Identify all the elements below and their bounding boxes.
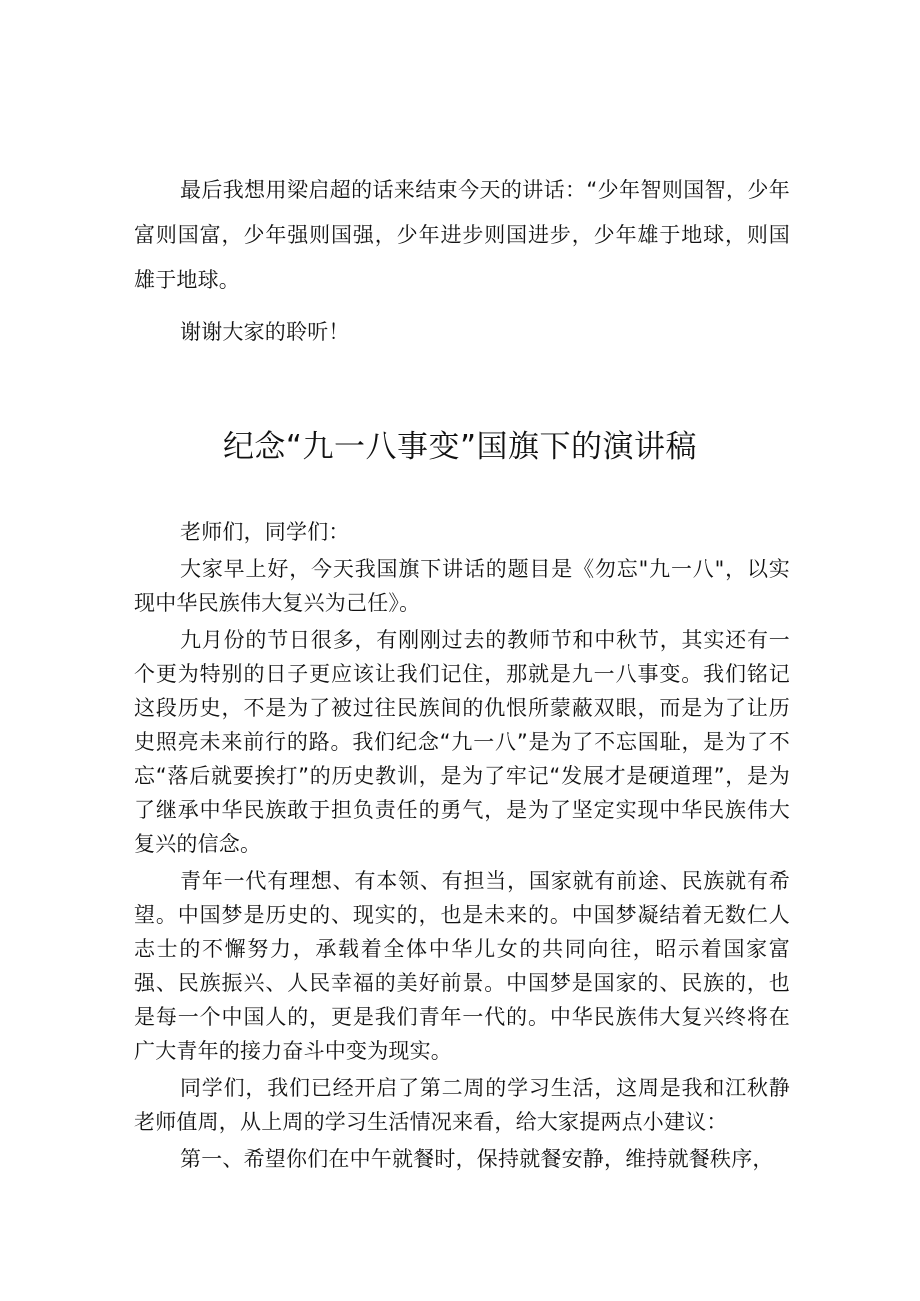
suggestion-intro-paragraph: 同学们，我们已经开启了第二周的学习生活，这周是我和江秋静老师值周，从上周的学习生活情况来看，给大家提两点小建议： xyxy=(134,1076,790,1134)
topic-paragraph: 大家早上好，今天我国旗下讲话的题目是《勿忘"九一八"，以实现中华民族伟大复兴为己任》。 xyxy=(134,557,790,615)
speech-body xyxy=(134,515,790,1179)
closing-thanks-paragraph: 谢谢大家的聆听！ xyxy=(180,320,350,344)
closing-quote-paragraph: 最后我想用梁启超的话来结束今天的讲话：“少年智则国智，少年富则国富，少年强则国强，少年进步则国进步，少年雄于地球，则国雄于地球。 xyxy=(134,178,790,292)
salutation-paragraph: 老师们，同学们： xyxy=(180,520,350,544)
first-suggestion-paragraph: 第一、希望你们在中午就餐时，保持就餐安静，维持就餐秩序， xyxy=(180,1147,774,1171)
history-paragraph: 九月份的节日很多，有刚刚过去的教师节和中秋节，其实还有一个更为特别的日子更应该让我们记住，那就是九一八事变。我们铭记这段历史，不是为了被过往民族间的仇恨所蒙蔽双眼，而是为了让历史照亮未来前行的路。我们纪念“九一八”是为了不忘国耻，是为了不忘“落后就要挨打”的历史教训，是为了牢记“发展才是硬道理”，是为了继承中华民族敢于担负责任的勇气，是为了坚定实现中华民族伟大复兴的信念。 xyxy=(134,628,790,856)
china-dream-paragraph: 青年一代有理想、有本领、有担当，国家就有前途、民族就有希望。中国梦是历史的、现实的，也是未来的。中国梦凝结着无数仁人志士的不懈努力，承载着全体中华儿女的共同向往，昭示着国家富强、民族振兴、人民幸福的美好前景。中国梦是国家的、民族的，也是每一个中国人的，更是我们青年一代的。中华民族伟大复兴终将在广大青年的接力奋斗中变为现实。 xyxy=(134,869,790,1063)
speech-title: 纪念“九一八事变”国旗下的演讲稿 xyxy=(222,429,698,465)
